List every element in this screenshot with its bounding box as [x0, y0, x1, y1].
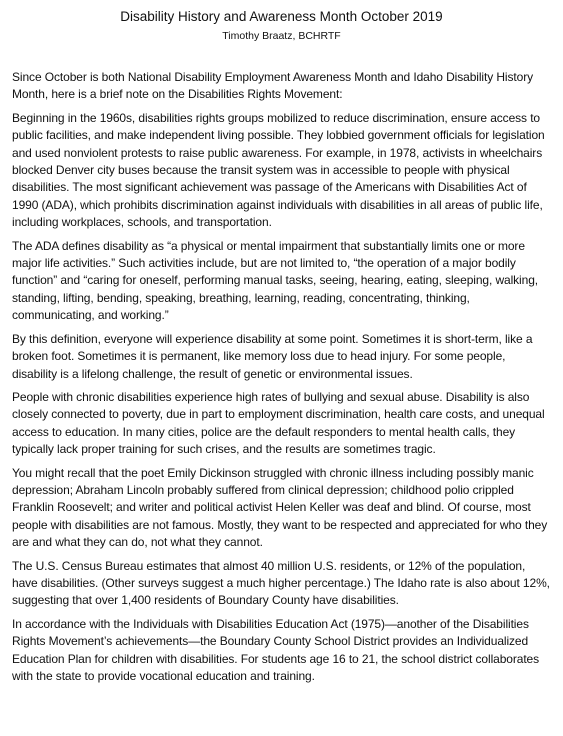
- paragraph-everyone: By this definition, everyone will experience disability at some point. Sometimes it is short-term, like a broken foot. Sometimes it is permanent, like memory loss due to head injury. For some people, disability is a lifelong challenge, the result of genetic or environmental issues.: [12, 331, 533, 381]
- paragraph-chronic: People with chronic disabilities experience high rates of bullying and sexual abuse. Disability is also closely connected to poverty, due in part to employment discrimination, health care costs, and unequal access to education. In many cities, police are the default responders to mental health calls, they typically lack proper training for such crises, and the results are sometimes tragic.: [12, 389, 545, 457]
- document-title: Disability History and Awareness Month October 2019: [120, 9, 443, 24]
- paragraph-intro: Since October is both National Disability Employment Awareness Month and Idaho Disability History Month, here is a brief note on the Disabilities Rights Movement:: [12, 70, 533, 102]
- document-author: Timothy Braatz, BCHRTF: [222, 30, 341, 42]
- document-body: [12, 69, 551, 685]
- paragraph-famous-people: You might recall that the poet Emily Dickinson struggled with chronic illness including possibly manic depression; Abraham Lincoln probably suffered from clinical depression; childhood polio crippled Franklin Roosevelt; and writer and political activist Helen Keller was deaf and blind. Of course, most people with disabilities are not famous. Mostly, they want to be respected and appreciated for who they are and what they can do, not what they cannot.: [12, 465, 548, 550]
- paragraph-census: The U.S. Census Bureau estimates that almost 40 million U.S. residents, or 12% of the population, have disabilities. (Other surveys suggest a much higher percentage.) The Idaho rate is also about 12%, suggesting that over 1,400 residents of Boundary County have disabilities.: [12, 558, 550, 608]
- paragraph-ada-definition: The ADA defines disability as “a physical or mental impairment that substantially limits one or more major life activities.” Such activities include, but are not limited to, “the operation of a major bodily function” and “caring for oneself, performing manual tasks, seeing, hearing, eating, sleeping, walking, standing, lifting, bending, speaking, breathing, learning, reading, concentrating, thinking, communicating, and working.”: [12, 238, 539, 323]
- paragraph-education-act: In accordance with the Individuals with Disabilities Education Act (1975)—another of the Disabilities Rights Movement’s achievements—the Boundary County School District provides an Individualized Education Plan for children with disabilities. For students age 16 to 21, the school district collaborates with the state to provide vocational education and training.: [12, 616, 540, 683]
- paragraph-history: Beginning in the 1960s, disabilities rights groups mobilized to reduce discrimination, ensure access to public facilities, and make independent living possible. They lobbied government officials for legislation and used nonviolent protests to raise public awareness. For example, in 1978, activists in wheelchairs blocked Denver city buses because the transit system was in accessible to people with physical disabilities. The most significant achievement was passage of the Americans with Disabilities Act of 1990 (ADA), which prohibits discrimination against individuals with disabilities in all areas of public life, including workplaces, schools, and transportation.: [12, 110, 545, 230]
